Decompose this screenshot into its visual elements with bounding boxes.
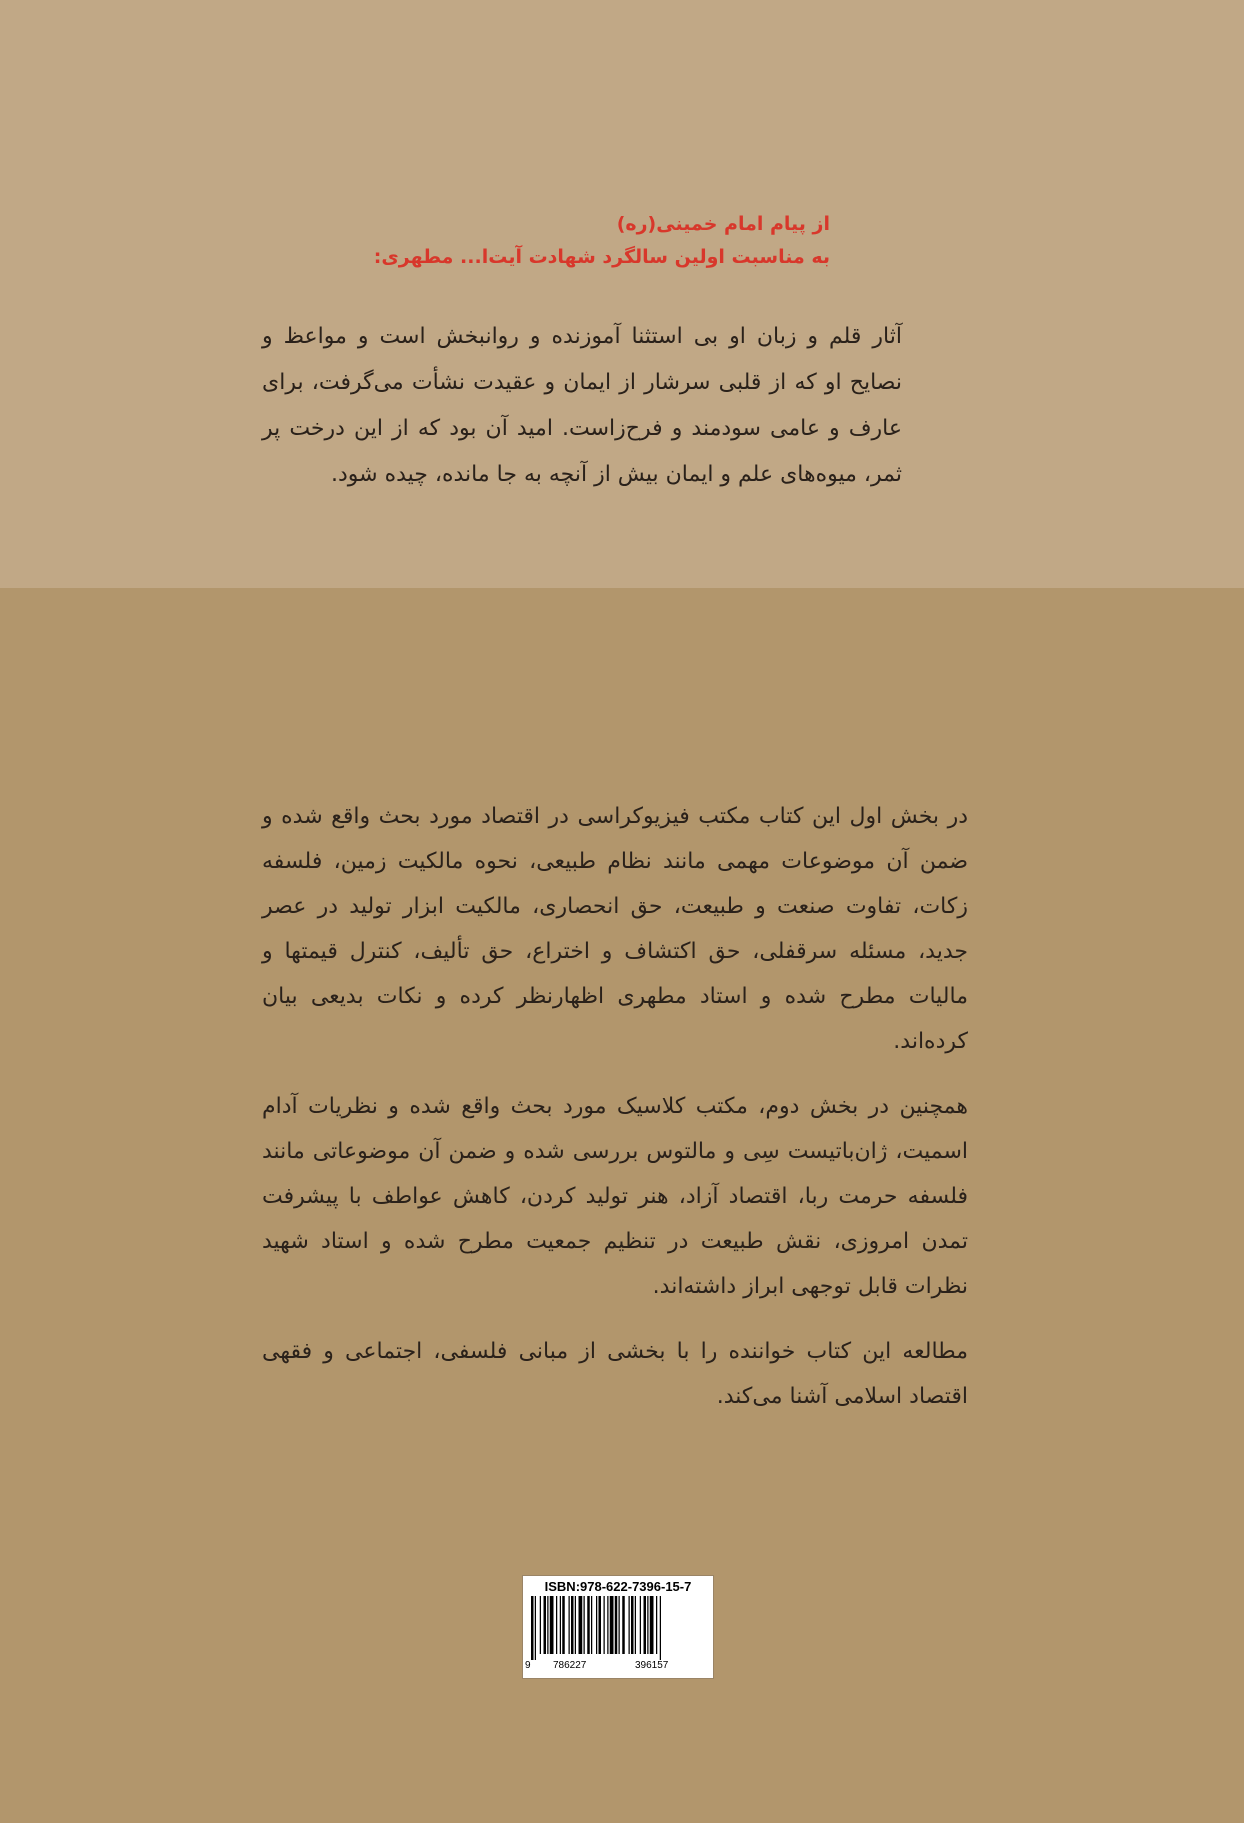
barcode-bar (535, 1596, 536, 1660)
barcode-bar (650, 1596, 654, 1654)
book-description (262, 794, 968, 1439)
barcode-bar (540, 1596, 541, 1654)
description-paragraph-2: همچنین در بخش دوم، مکتب کلاسیک مورد بحث واقع شده و نظریات آدام اسمیت، ژان‌باتیست سِی و مالتوس بررسی شده و ضمن آن موضوعاتی مانند فلسفه حرمت ربا، اقتصاد آزاد، هنر تولید کردن، کاهش عواطف با پیشرفت تمدن امروزی، نقش طبیعت در تنظیم جمعیت مطرح شده و استاد شهید نظرات قابل توجهی ابراز داشته‌اند. (262, 1094, 968, 1299)
barcode-bar (596, 1596, 597, 1654)
barcode-bar (579, 1596, 583, 1654)
top-color-band (0, 0, 1244, 588)
barcode-bar (544, 1596, 547, 1654)
description-paragraph-3: مطالعه این کتاب خواننده را با بخشی از مبانی فلسفی، اجتماعی و فقهی اقتصاد اسلامی آشنا می‌کند. (262, 1339, 968, 1409)
barcode-bar (547, 1596, 548, 1654)
quote-source-line-2: به مناسبت اولین سالگرد شهادت آیت‌ا... مطهری: (373, 246, 830, 268)
barcode-bar (610, 1596, 614, 1654)
barcode-bar (644, 1596, 647, 1654)
quote-source-line-1: از پیام امام خمینی(ره) (616, 213, 830, 235)
barcode-bar (587, 1596, 590, 1654)
barcode-bar (560, 1596, 561, 1654)
barcode-bar (635, 1596, 636, 1654)
barcode-bars (529, 1596, 709, 1660)
description-paragraph-1: در بخش اول این کتاب مکتب فیزیوکراسی در اقتصاد مورد بحث واقع شده و ضمن آن موضوعات مهمی مانند نظام طبیعی، نحوه مالکیت زمین، فلسفه زکات، تفاوت صنعت و طبیعت، حق انحصاری، مالکیت ابزار تولید در عصر جدید، مسئله سرقفلی، حق اکتشاف و اختراع، حق تألیف، کنترل قیمتها و مالیات مطرح شده و استاد مطهری اظهارنظر کرده و نکات بدیعی بیان کرده‌اند. (262, 804, 968, 1054)
barcode-bar (569, 1596, 570, 1654)
barcode-bar (656, 1596, 657, 1654)
barcode-first-digit: 9 (525, 1660, 531, 1671)
barcode-bar (640, 1596, 641, 1654)
barcode-bar (647, 1596, 648, 1654)
barcode-bar (604, 1596, 605, 1654)
barcode-right-digits: 396157 (635, 1660, 669, 1671)
barcode-bar (531, 1596, 534, 1660)
barcode-bar (562, 1596, 565, 1654)
barcode-bar (584, 1596, 585, 1654)
isbn-label: ISBN:978-622-7396-15-7 (544, 1579, 692, 1594)
barcode-bar (550, 1596, 554, 1654)
barcode-bar (571, 1596, 574, 1654)
isbn-barcode (522, 1575, 714, 1679)
barcode-bar (660, 1596, 661, 1660)
quote-source (240, 208, 830, 274)
barcode-bar (622, 1596, 625, 1654)
barcode-bar (619, 1596, 620, 1654)
quote-text: آثار قلم و زبان او بی استثنا آموزنده و روانبخش است و مواعظ و نصایح او که از قلبی سرشار از ایمان و عقیدت نشأت می‌گرفت، برای عارف و عامی سودمند و فرح‌زاست. امید آن بود که از این درخت پر ثمر، میوه‌های علم و ایمان بیش از آنچه به جا مانده، چیده شود. (262, 324, 902, 487)
barcode-bar (599, 1596, 602, 1654)
barcode-bar (556, 1596, 557, 1654)
barcode-bar (607, 1596, 608, 1654)
barcode-bar (615, 1596, 618, 1654)
barcode-left-digits: 786227 (553, 1660, 587, 1671)
barcode-bar (631, 1596, 634, 1654)
barcode-bar (575, 1596, 576, 1654)
barcode-bar (591, 1596, 592, 1654)
barcode-bar (629, 1596, 630, 1654)
